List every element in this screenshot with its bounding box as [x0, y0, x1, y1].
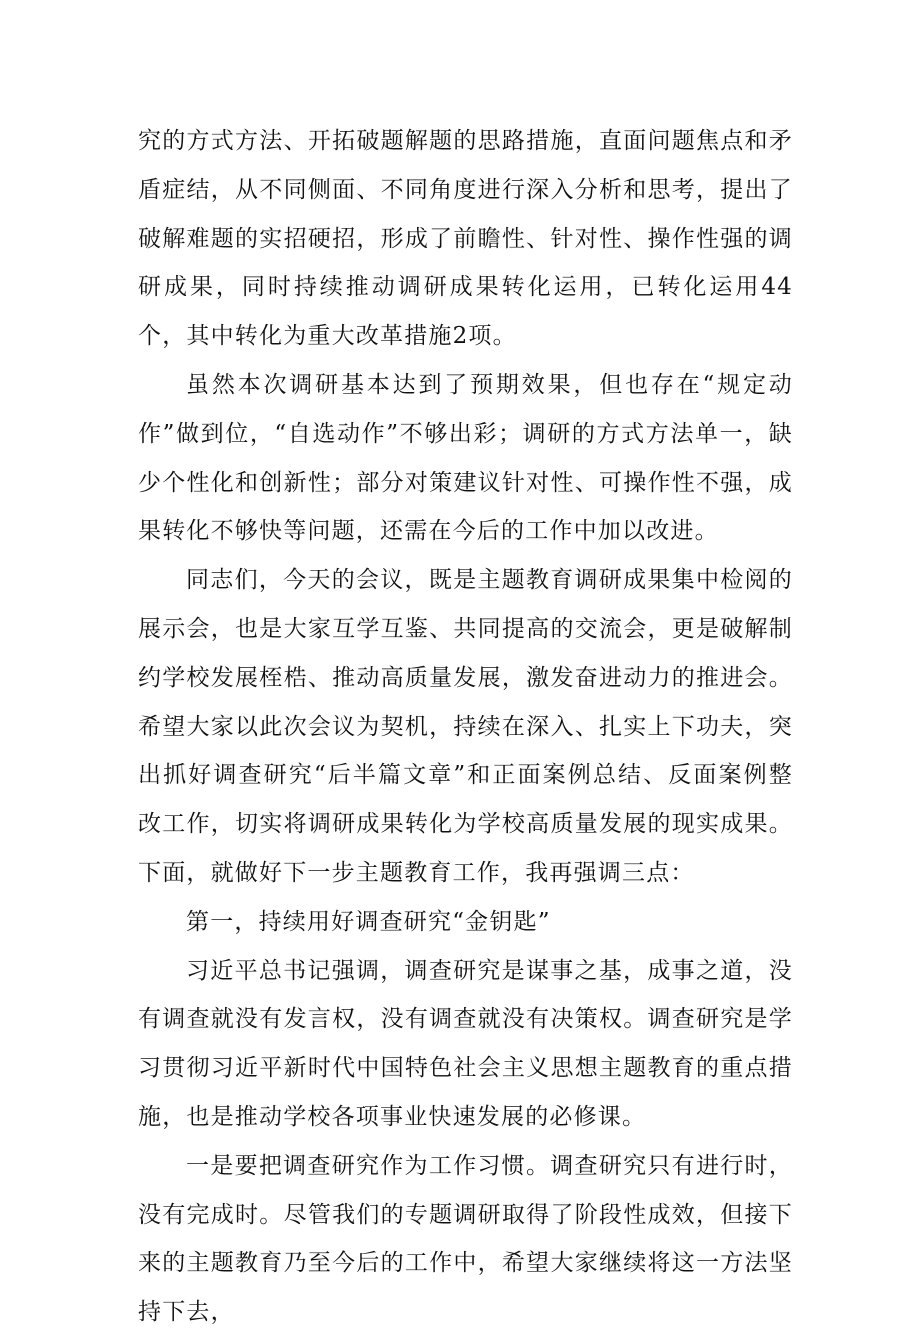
- paragraph-meeting-summary: 同志们，今天的会议，既是主题教育调研成果集中检阅的展示会，也是大家互学互鉴、共同提高的交流会，更是破解制约学校发展桎梏、推动高质量发展，激发奋进动力的推进会。希望大家以此次会议为契机，持续在深入、扎实上下功夫，突出抓好调查研究“后半篇文章”和正面案例总结、反面案例整改工作，切实将调研成果转化为学校高质量发展的现实成果。下面，就做好下一步主题教育工作，我再强调三点：: [138, 567, 793, 886]
- section-heading-first: 第一，持续用好调查研究“金钥匙”: [186, 908, 551, 935]
- paragraph-research-importance: 习近平总书记强调，调查研究是谋事之基，成事之道，没有调查就没有发言权，没有调查就没有决策权。调查研究是学习贯彻习近平新时代中国特色社会主义思想主题教育的重点措施，也是推动学校各项事业快速发展的必修课。: [138, 957, 793, 1130]
- paragraph-shortcomings: 虽然本次调研基本达到了预期效果，但也存在“规定动作”做到位，“自选动作”不够出彩；调研的方式方法单一，缺少个性化和创新性；部分对策建议针对性、可操作性不强，成果转化不够快等问题，还需在今后的工作中加以改进。: [138, 371, 793, 545]
- paragraph-continuation: 究的方式方法、开拓破题解题的思路措施，直面问题焦点和矛盾症结，从不同侧面、不同角度进行深入分析和思考，提出了破解难题的实招硬招，形成了前瞻性、针对性、操作性强的调研成果，同时持续推动调研成果转化运用，已转化运用44个，其中转化为重大改革措施2项。: [138, 128, 793, 350]
- paragraph-research-habit: 一是要把调查研究作为工作习惯。调查研究只有进行时，没有完成时。尽管我们的专题调研取得了阶段性成效，但接下来的主题教育乃至今后的工作中，希望大家继续将这一方法坚持下去，: [138, 1152, 793, 1326]
- document-body: [138, 117, 793, 1337]
